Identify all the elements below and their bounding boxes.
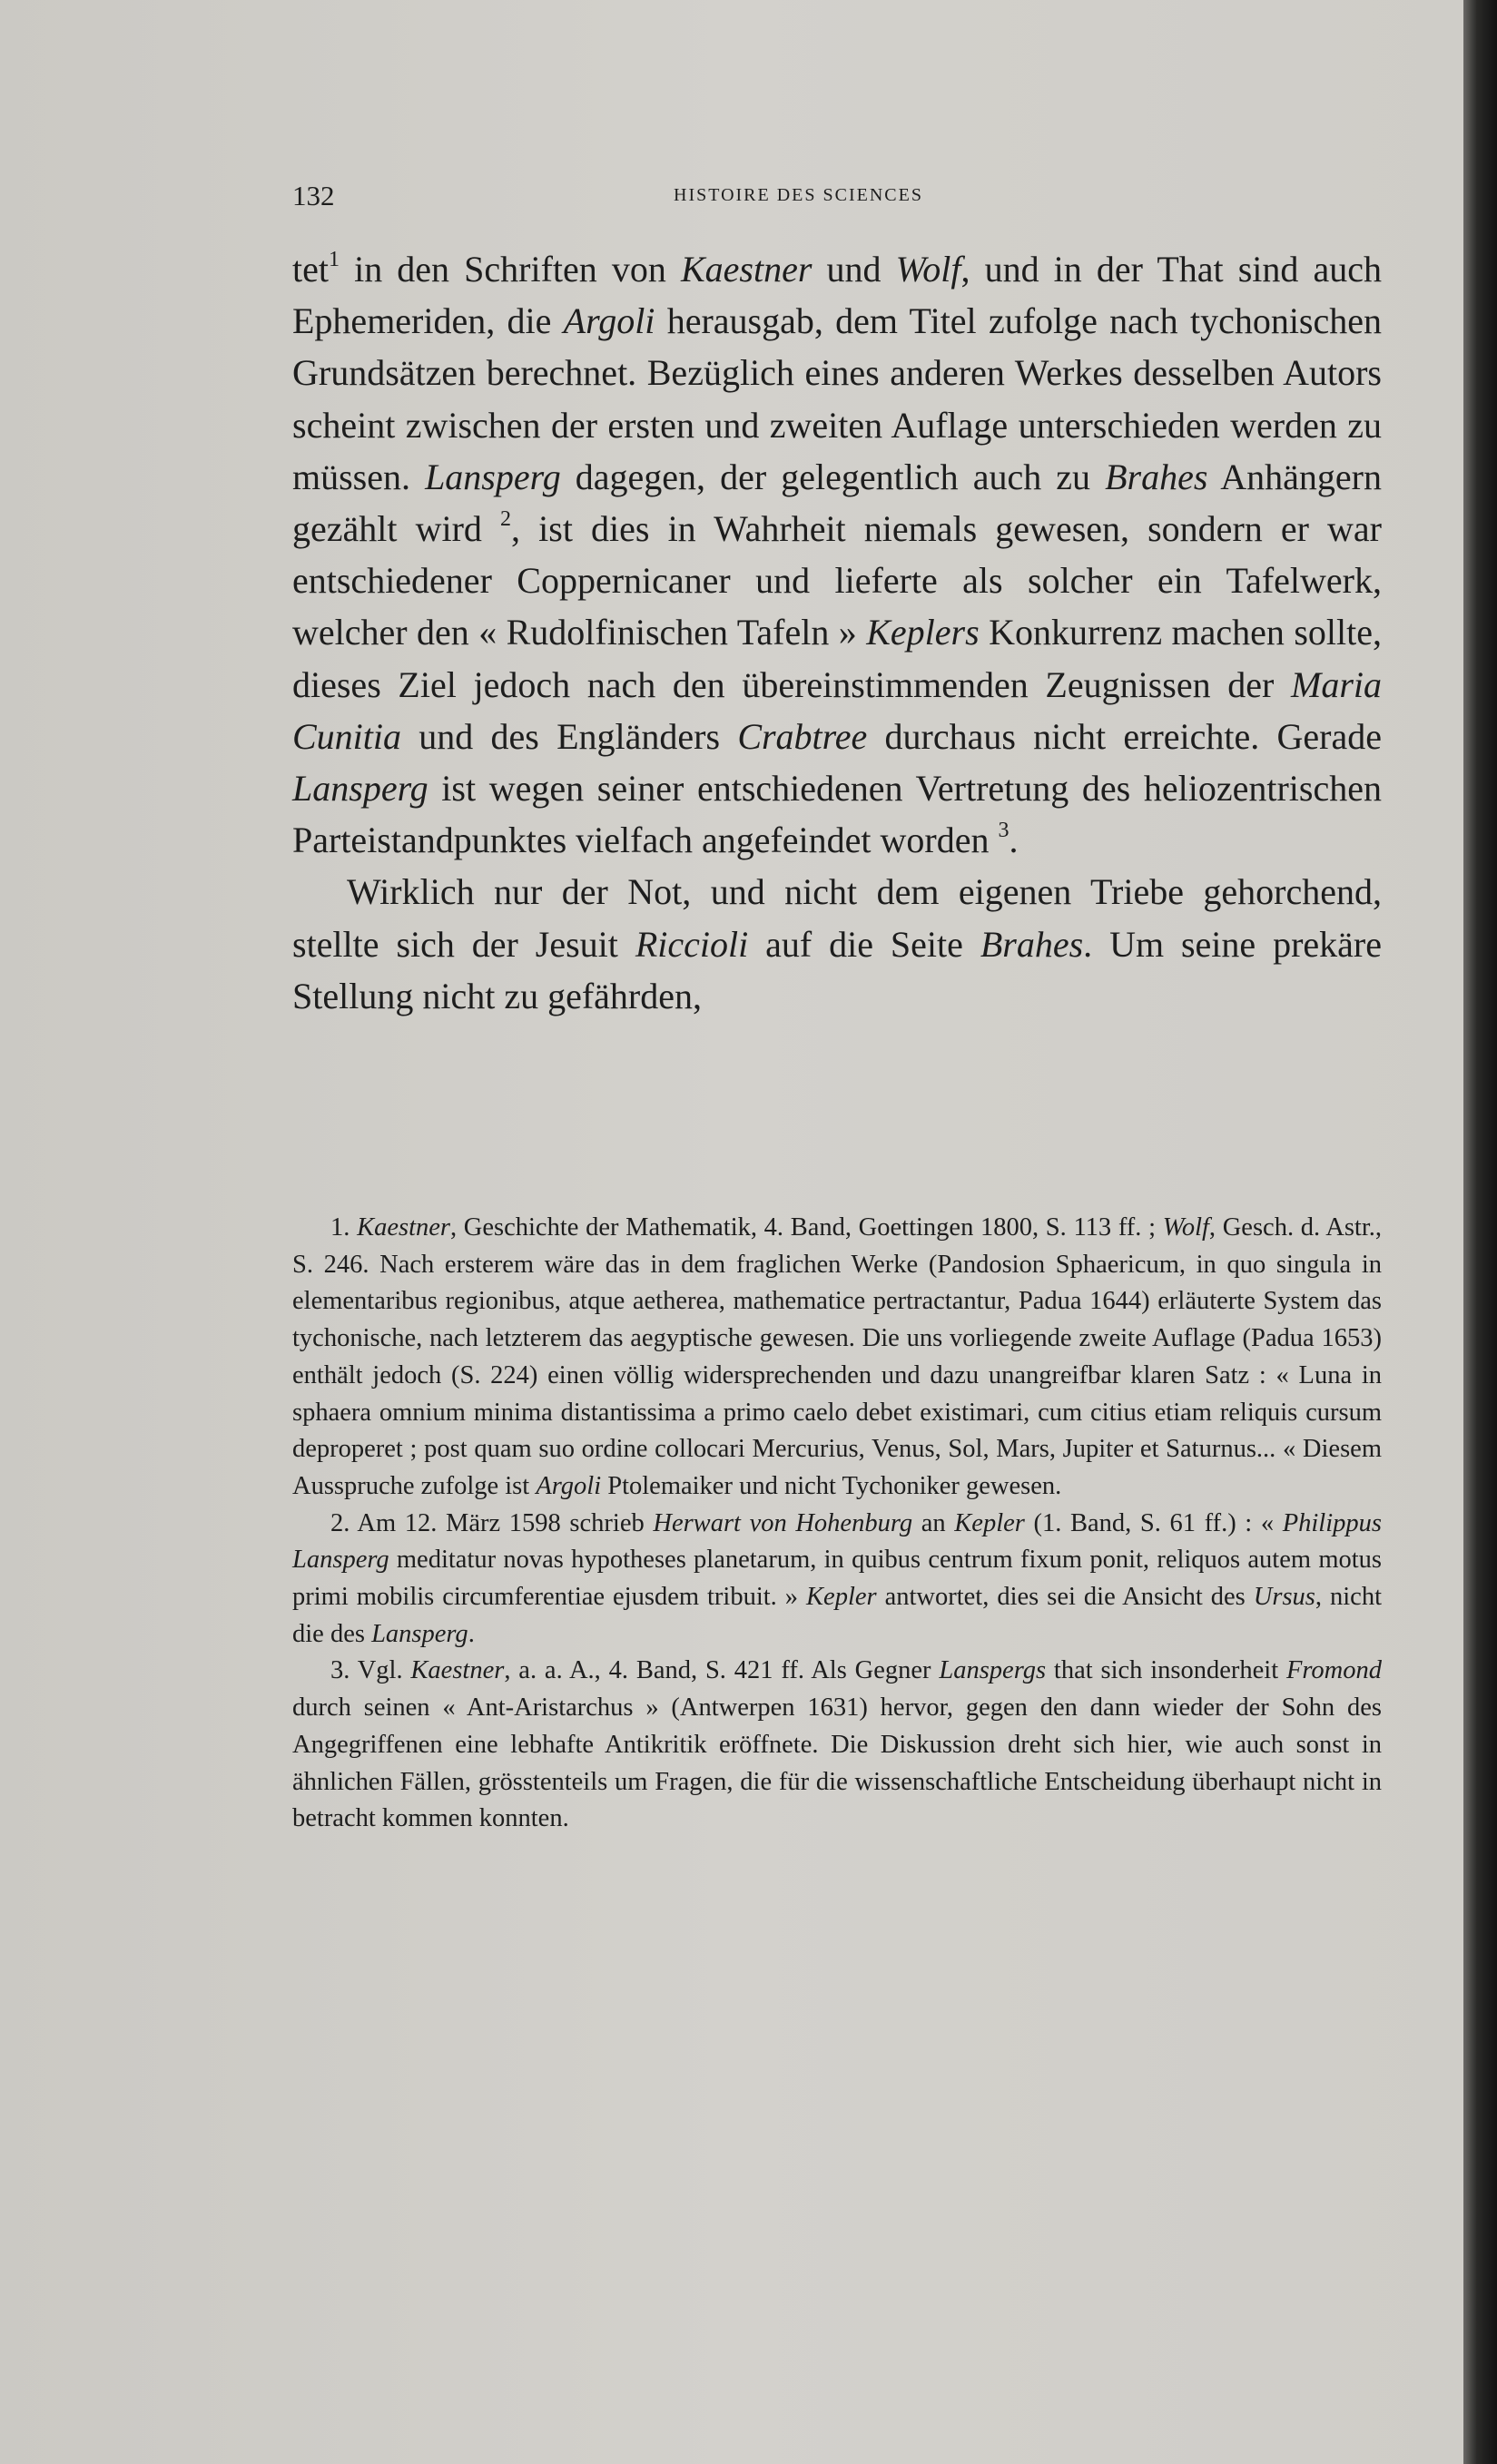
text-run: , ist dies in Wahrheit niemals gewesen, sondern er war entschiedener Coppernicaner und lieferte als solcher ein Tafelwerk, welcher den « Rudolfinischen Tafeln » — [292, 508, 1383, 653]
italic-name: Lansperg — [371, 1619, 468, 1648]
footnote-marker: 3 — [998, 819, 1009, 843]
main-text — [292, 243, 1382, 1022]
italic-name: Wolf — [1162, 1213, 1209, 1242]
text-run: ist wegen seiner entschiedenen Vertretung des heliozentrischen Parteistandpunktes vielfach angefeindet worden — [292, 768, 1382, 861]
paragraph-2 — [292, 866, 1382, 1022]
text-run: that sich insonderheit — [1046, 1656, 1286, 1685]
text-run: . Um seine prekäre Stellung nicht zu gefährden, — [292, 923, 1382, 1016]
italic-name: Kaestner — [410, 1656, 505, 1685]
italic-name: Kepler — [954, 1508, 1025, 1537]
italic-name: Kaestner — [680, 249, 813, 290]
text-run: und des Engländers — [401, 715, 738, 757]
italic-name: Lansperg — [425, 456, 561, 497]
text-run: meditatur novas hypotheses planetarum, in quibus centrum fixum ponit, reliquos autem motus primi mobilis circumferentiae ejusdem tribuit. » — [292, 1546, 1382, 1612]
footnote-3 — [292, 1653, 1382, 1838]
text-run: , Geschichte der Mathematik, 4. Band, Goettingen 1800, S. 113 ff. ; — [449, 1213, 1163, 1242]
text-run: durch seinen « Ant-Aristarchus » (Antwerpen 1631) hervor, gegen den dann wieder der Sohn des Angegriffenen eine lebhafte Antikritik eröffnete. Die Diskussion dreht sich hier, wie auch sonst in ähnlichen Fällen, grösstenteils um Fragen, die für die wissenschaftliche Entscheidung überhaupt nicht in betracht kommen konnten. — [292, 1693, 1382, 1833]
running-title: HISTOIRE DES SCIENCES — [674, 185, 923, 205]
text-run: auf die Seite — [748, 923, 980, 965]
page-header — [292, 180, 1382, 216]
text-run: Ptolemaiker und nicht Tychoniker gewesen. — [601, 1471, 1062, 1500]
italic-name: Wolf — [895, 249, 961, 290]
italic-name: Kepler — [806, 1583, 877, 1612]
text-run: antwortet, dies sei die Ansicht des — [876, 1583, 1254, 1612]
page-edge-shadow — [1463, 0, 1497, 2464]
text-run: , Gesch. d. Astr., S. 246. Nach ersterem wäre das in dem fraglichen Werke (Pandosion Sphaericum, in quo singula in elementaribus regionibus, atque aetherea, mathematice pertractantur, Padua 1644) erläuterte System das tychonische, nach letzterem das aegyptische gewesen. Die uns vorliegende zweite Auflage (Padua 1653) enthält jedoch (S. 224) einen völlig widersprechenden und dazu unangreifbar klaren Satz : « Luna in sphaera omnium minima distantissima a primo caelo debet existimari, cum citius etiam reliquis cursum deproperet ; post quam suo ordine collocari Mercurius, Venus, Sol, Mars, Jupiter et Saturnus... « Diesem Ausspruche zufolge ist — [292, 1213, 1382, 1500]
page-number: 132 — [292, 180, 335, 211]
text-run: Konkurrenz machen sollte, dieses Ziel jedoch nach den übereinstimmenden Zeugnissen der — [292, 612, 1383, 705]
italic-name: Argoli — [536, 1471, 602, 1500]
text-run: . — [468, 1619, 475, 1648]
text-run: (1. Band, S. 61 ff.) : « — [1024, 1508, 1283, 1537]
text-run: tet — [292, 249, 329, 290]
italic-name: Maria Cunitia — [292, 663, 1382, 757]
text-run: , und in der That sind auch Ephemeriden, die — [292, 249, 1383, 342]
footnote-1 — [292, 1210, 1382, 1506]
italic-name: Lanspergs — [939, 1656, 1047, 1685]
italic-name: Brahes — [1105, 456, 1208, 497]
italic-name: Philippus Lansperg — [292, 1508, 1382, 1575]
text-run: 1. — [330, 1213, 358, 1242]
footnote-marker: 2 — [500, 507, 512, 532]
text-run: . — [1009, 820, 1019, 861]
italic-name: Brahes — [980, 923, 1084, 965]
text-run: 3. Vgl. — [330, 1656, 411, 1685]
text-run: , nicht die des — [292, 1583, 1382, 1648]
text-run: in den Schriften von — [339, 249, 681, 290]
italic-name: Riccioli — [635, 923, 749, 965]
text-run: Wirklich nur der Not, und nicht dem eigenen Triebe gehorchend, stellte sich der Jesuit — [292, 871, 1382, 965]
italic-name: Kaestner — [357, 1213, 450, 1242]
text-run: Anhängern gezählt wird — [292, 456, 1382, 550]
text-run: und — [812, 249, 896, 290]
footnote-2 — [292, 1506, 1382, 1654]
italic-name: Keplers — [866, 612, 980, 653]
text-run: an — [912, 1508, 955, 1537]
text-run: , a. a. A., 4. Band, S. 421 ff. Als Gegner — [504, 1656, 940, 1685]
text-run: durchaus nicht erreichte. Gerade — [867, 715, 1382, 757]
italic-name: Lansperg — [292, 768, 428, 810]
italic-name: Fromond — [1285, 1656, 1382, 1685]
text-run: dagegen, der gelegentlich auch zu — [560, 456, 1106, 497]
footnote-marker: 1 — [328, 248, 340, 272]
italic-name: Herwart von Hohenburg — [653, 1508, 913, 1537]
text-run: 2. Am 12. März 1598 schrieb — [330, 1508, 654, 1537]
footnotes — [292, 1210, 1382, 1838]
paragraph-1 — [292, 243, 1382, 866]
text-run: herausgab, dem Titel zufolge nach tychonischen Grundsätzen berechnet. Bezüglich eines anderen Werkes desselben Autors scheint zwischen der ersten und zweiten Auflage unterschieden werden zu müssen. — [292, 300, 1383, 497]
italic-name: Crabtree — [737, 715, 868, 757]
italic-name: Ursus — [1253, 1583, 1315, 1612]
italic-name: Argoli — [563, 300, 655, 342]
